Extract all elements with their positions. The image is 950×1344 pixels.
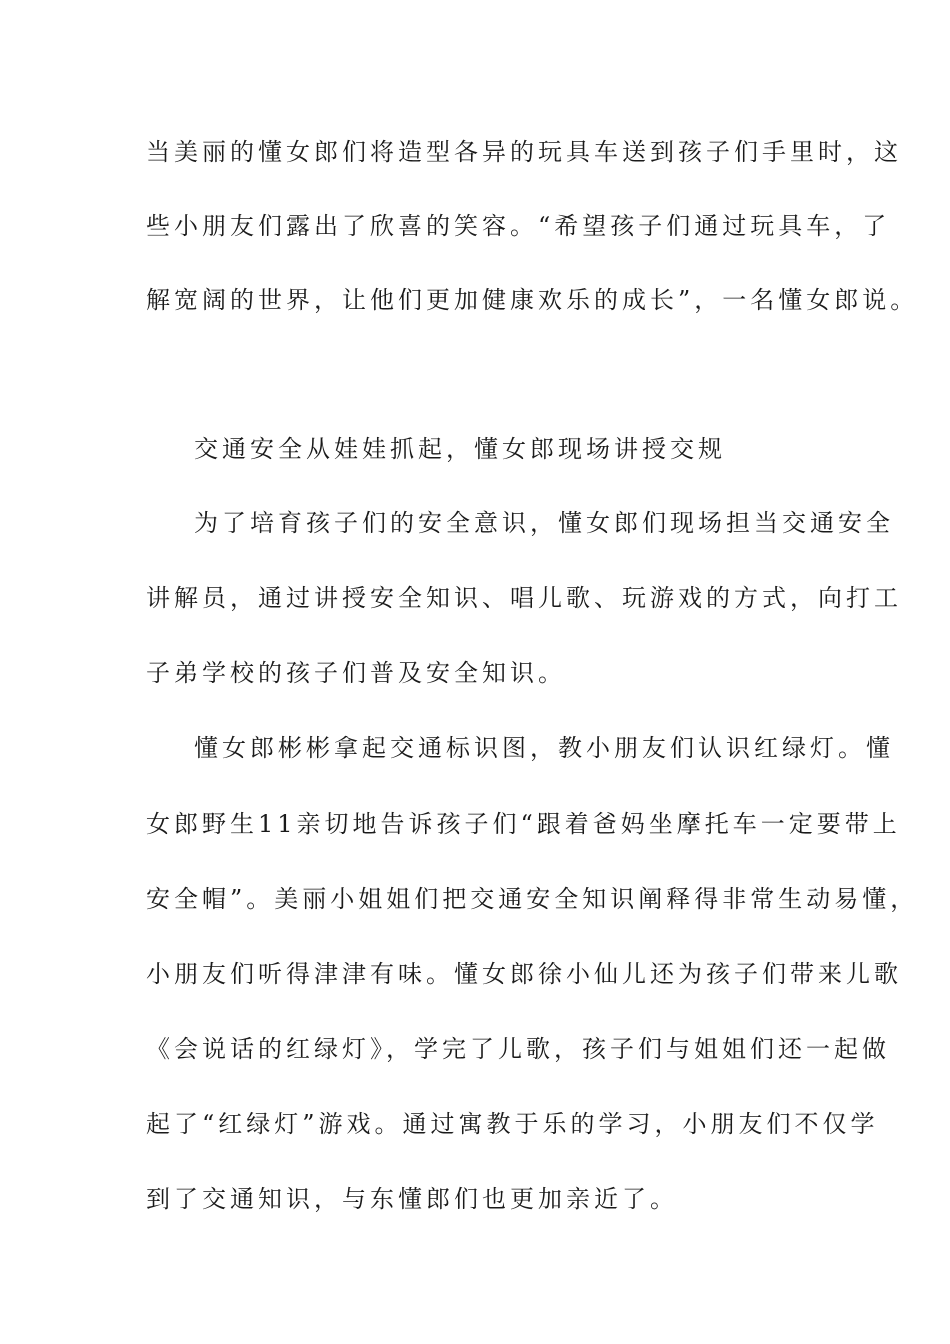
paragraph-3-line-6: 起了“红绿灯”游戏。通过寓教于乐的学习，小朋友们不仅学 <box>146 1110 879 1138</box>
paragraph-3-line-5: 《会说话的红绿灯》，学完了儿歌，孩子们与姐姐们还一起做 <box>146 1035 890 1063</box>
paragraph-1-line-2: 些小朋友们露出了欣喜的笑容。“希望孩子们通过玩具车，了 <box>146 212 891 240</box>
paragraph-3-line-3: 安全帽”。美丽小姐姐们把交通安全知识阐释得非常生动易懂， <box>146 885 919 913</box>
paragraph-1-line-1: 当美丽的懂女郎们将造型各异的玩具车送到孩子们手里时，这 <box>146 138 902 166</box>
paragraph-2-line-3: 子弟学校的孩子们普及安全知识。 <box>146 659 566 687</box>
section-heading: 交通安全从娃娃抓起，懂女郎现场讲授交规 <box>194 435 726 463</box>
paragraph-3-line-1: 懂女郎彬彬拿起交通标识图，教小朋友们认识红绿灯。懂 <box>194 734 894 762</box>
paragraph-3-line-7: 到了交通知识，与东懂郎们也更加亲近了。 <box>146 1185 678 1213</box>
paragraph-3-line-2: 女郎野生11亲切地告诉孩子们“跟着爸妈坐摩托车一定要带上 <box>146 810 901 838</box>
paragraph-2-line-2: 讲解员，通过讲授安全知识、唱儿歌、玩游戏的方式，向打工 <box>146 584 902 612</box>
paragraph-2-line-1: 为了培育孩子们的安全意识，懂女郎们现场担当交通安全 <box>194 509 894 537</box>
paragraph-3-line-4: 小朋友们听得津津有味。懂女郎徐小仙儿还为孩子们带来儿歌 <box>146 960 902 988</box>
paragraph-1-line-3: 解宽阔的世界，让他们更加健康欢乐的成长”，一名懂女郎说。 <box>146 286 919 314</box>
